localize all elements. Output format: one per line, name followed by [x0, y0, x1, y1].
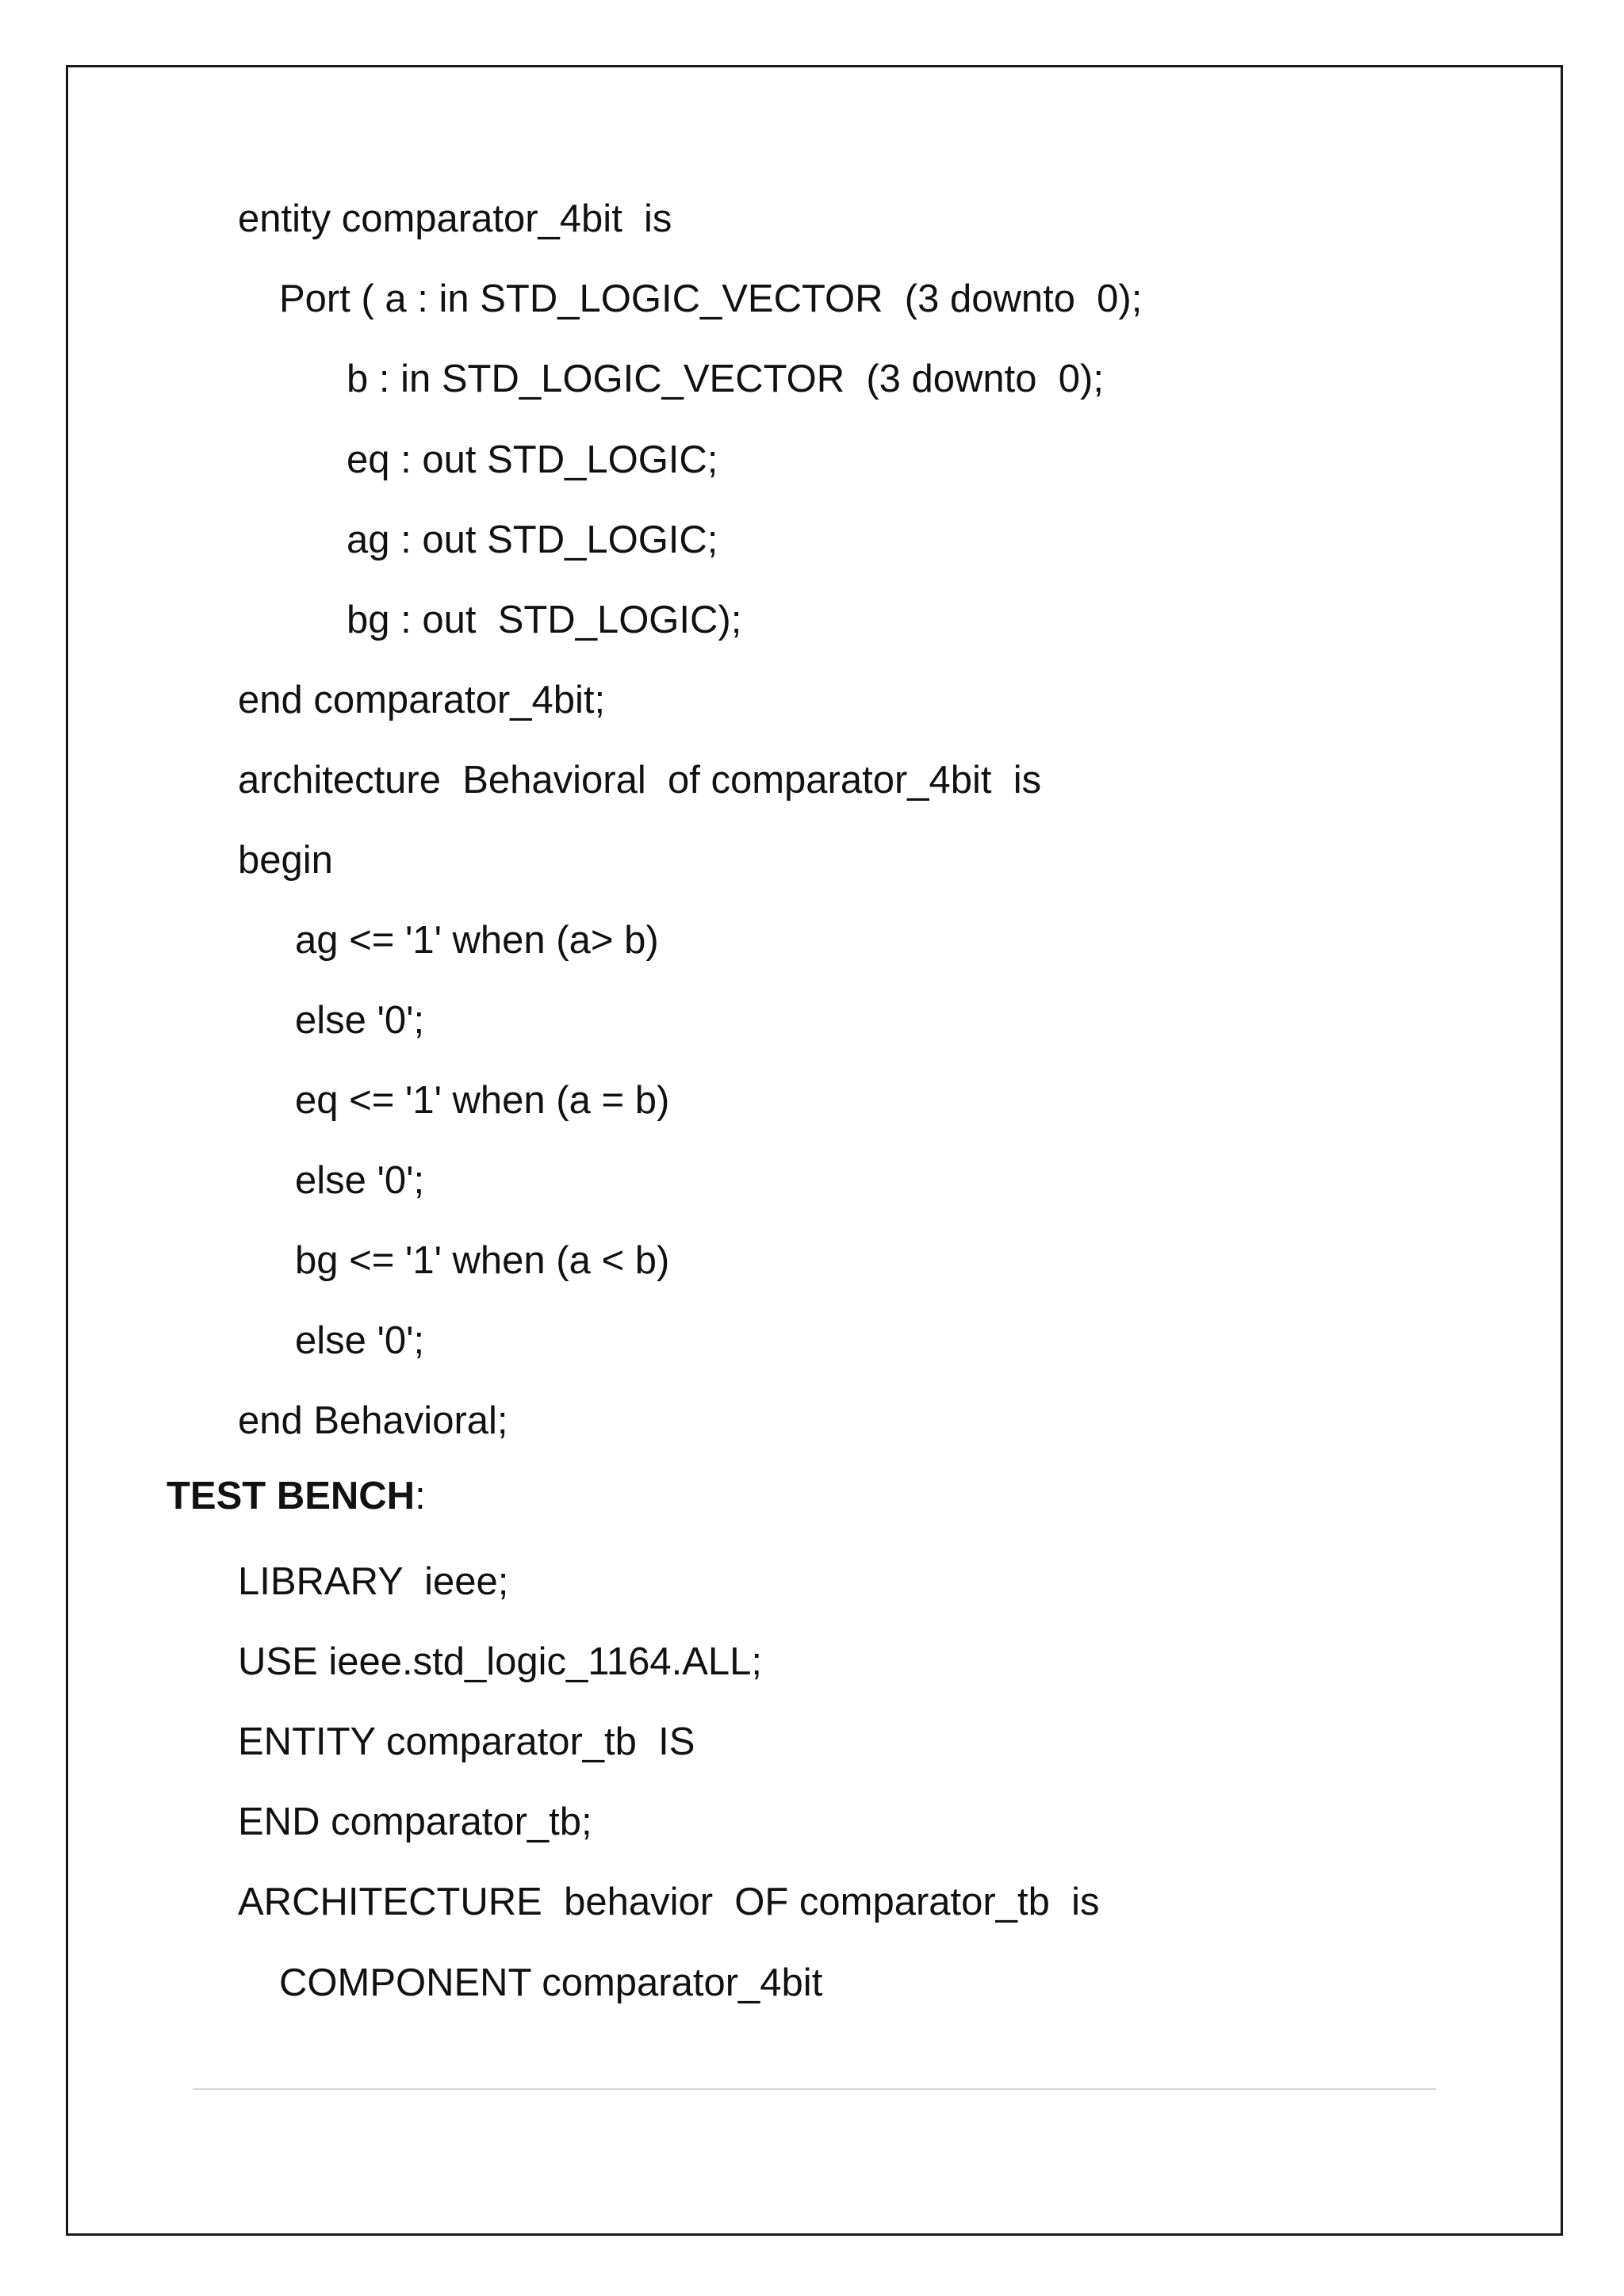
code-line: bg <= '1' when (a < b) [295, 1239, 670, 1282]
code-line: ag <= '1' when (a> b) [295, 919, 659, 962]
code-line: architecture Behavioral of comparator_4bit is [238, 759, 1042, 802]
section-heading-label: TEST BENCH [167, 1475, 416, 1517]
section-heading [167, 1472, 426, 1520]
code-line: ENTITY comparator_tb IS [238, 1720, 695, 1763]
code-line: b : in STD_LOGIC_VECTOR (3 downto 0); [347, 358, 1104, 400]
footer-divider [193, 2088, 1436, 2090]
code-line: ag : out STD_LOGIC; [347, 519, 718, 561]
code-line: USE ieee.std_logic_1164.ALL; [238, 1640, 763, 1683]
section-heading-colon: : [415, 1475, 426, 1517]
code-line: eq : out STD_LOGIC; [347, 438, 718, 481]
code-line: else '0'; [295, 1159, 425, 1202]
code-line: end comparator_4bit; [238, 679, 606, 721]
code-line: END comparator_tb; [238, 1800, 592, 1843]
code-line: else '0'; [295, 1319, 425, 1362]
code-line: COMPONENT comparator_4bit [279, 1961, 823, 2004]
code-line: begin [238, 839, 333, 882]
code-line: ARCHITECTURE behavior OF comparator_tb is [238, 1881, 1100, 1923]
code-line: else '0'; [295, 999, 425, 1042]
code-line: entity comparator_4bit is [238, 197, 672, 240]
code-line: bg : out STD_LOGIC); [347, 599, 742, 641]
code-line: LIBRARY ieee; [238, 1560, 509, 1603]
code-line: end Behavioral; [238, 1399, 508, 1442]
code-line: Port ( a : in STD_LOGIC_VECTOR (3 downto 0); [279, 277, 1143, 320]
code-line: eq <= '1' when (a = b) [295, 1079, 670, 1122]
